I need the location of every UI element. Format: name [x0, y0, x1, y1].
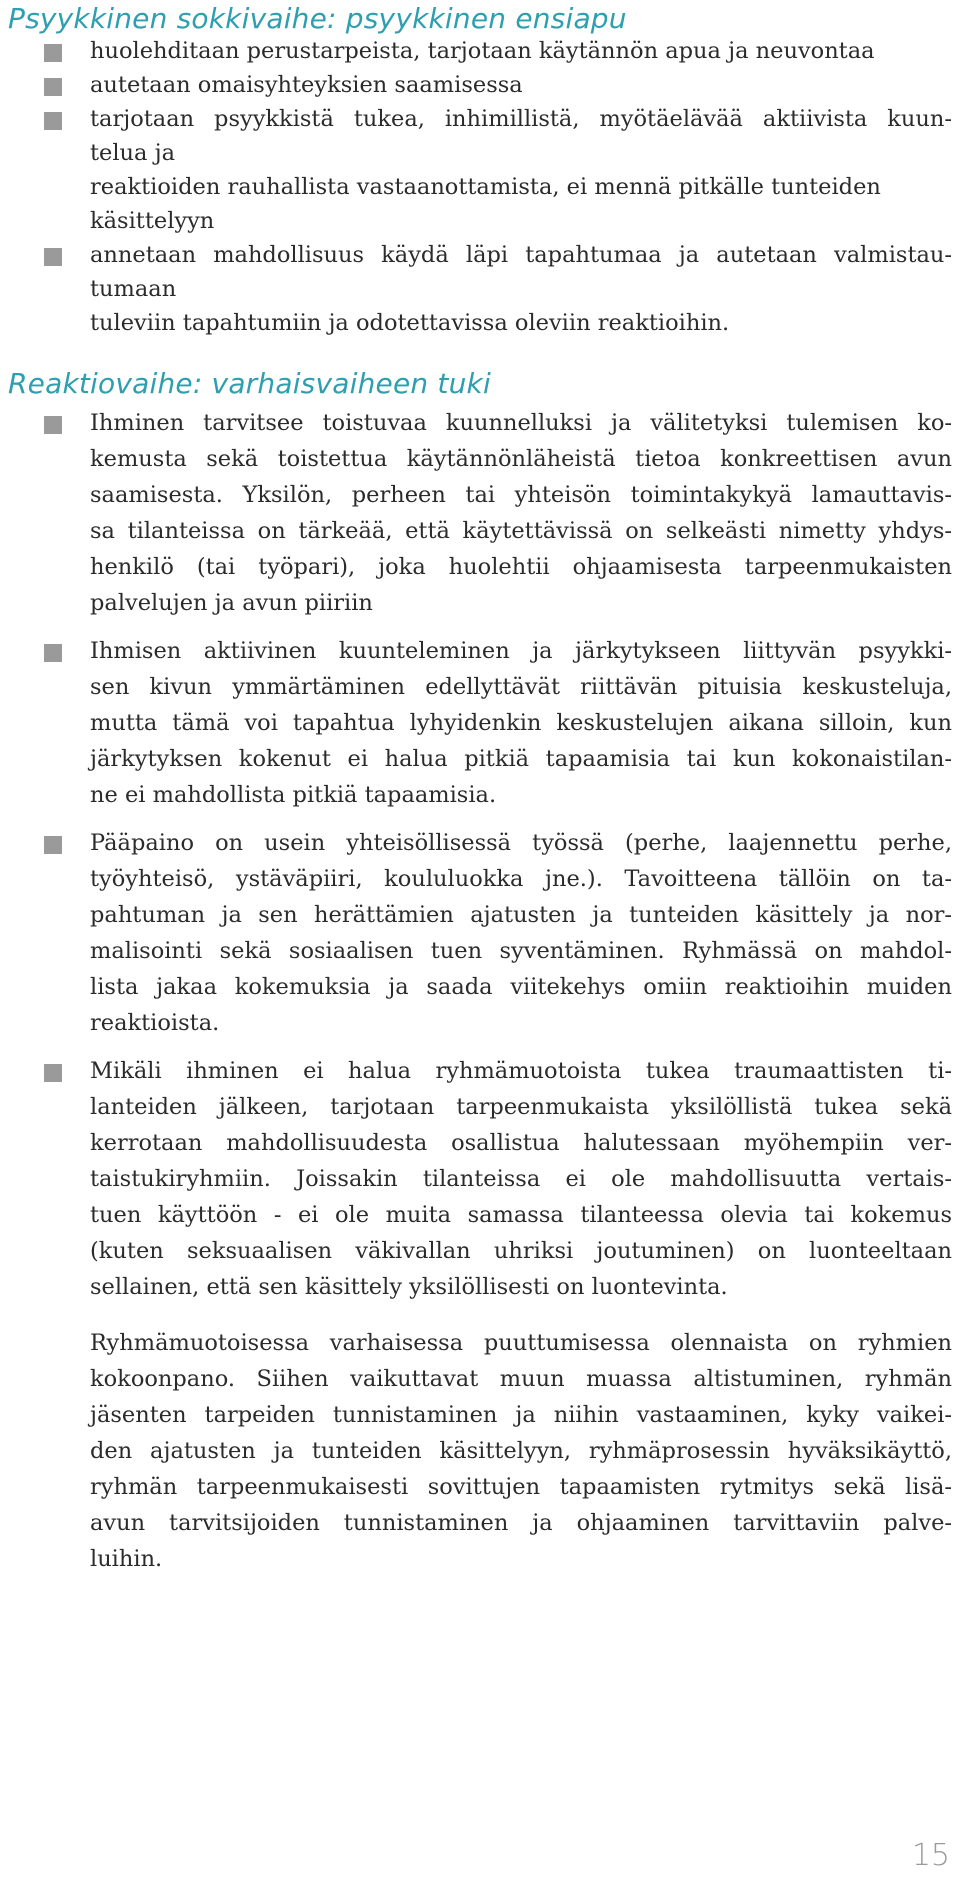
text-line: reaktioiden rauhallista vastaanottamista, ei mennä pitkälle tunteiden	[90, 174, 881, 200]
bullet-marker	[44, 78, 62, 96]
text-line: sen kivun ymmärtäminen edellyttävät riittävän pituisia keskusteluja,	[90, 674, 952, 700]
text-line: käsittelyyn	[90, 208, 215, 234]
text-line: taistukiryhmiin. Joissakin tilanteissa ei ole mahdollisuutta vertais-	[90, 1166, 952, 1192]
text-line: telua ja	[90, 140, 176, 166]
bullet-marker	[44, 248, 62, 266]
text-line: tumaan	[90, 276, 177, 302]
text-line: lista jakaa kokemuksia ja saada viitekehys omiin reaktioihin muiden	[90, 974, 952, 1000]
section-heading-reaction-phase: Reaktiovaihe: varhaisvaiheen tuki	[8, 367, 491, 400]
text-line: luihin.	[90, 1546, 163, 1572]
text-line: Ryhmämuotoisessa varhaisessa puuttumisessa olennaista on ryhmien	[90, 1330, 952, 1356]
bullet-marker	[44, 644, 62, 662]
text-line: ryhmän tarpeenmukaisesti sovittujen tapaamisten rytmitys sekä lisä-	[90, 1474, 952, 1500]
bullet-marker	[44, 416, 62, 434]
text-line: tarjotaan psyykkistä tukea, inhimillistä, myötäelävää aktiivista kuun-	[90, 106, 952, 132]
bullet-marker	[44, 1064, 62, 1082]
text-line: Pääpaino on usein yhteisöllisessä työssä (perhe, laajennettu perhe,	[90, 830, 952, 856]
bullet-marker	[44, 836, 62, 854]
text-line: kerrotaan mahdollisuudesta osallistua halutessaan myöhempiin ver-	[90, 1130, 952, 1156]
text-line: Ihmisen aktiivinen kuunteleminen ja järkytykseen liittyvän psyykki-	[90, 638, 952, 664]
text-line: tuen käyttöön - ei ole muita samassa tilanteessa olevia tai kokemus	[90, 1202, 952, 1228]
text-line: pahtuman ja sen herättämien ajatusten ja tunteiden käsittely ja nor-	[90, 902, 952, 928]
text-line: sellainen, että sen käsittely yksilöllisesti on luontevinta.	[90, 1274, 728, 1300]
section-heading-shock-phase: Psyykkinen sokkivaihe: psyykkinen ensiapu	[8, 2, 627, 35]
text-line: huolehditaan perustarpeista, tarjotaan käytännön apua ja neuvontaa	[90, 38, 875, 64]
text-line: (kuten seksuaalisen väkivallan uhriksi joutuminen) on luonteeltaan	[90, 1238, 952, 1264]
text-line: jäsenten tarpeiden tunnistaminen ja niihin vastaaminen, kyky vaikei-	[90, 1402, 952, 1428]
page-number: 15	[911, 1838, 950, 1873]
text-line: avun tarvitsijoiden tunnistaminen ja ohjaaminen tarvittaviin palve-	[90, 1510, 952, 1536]
text-line: autetaan omaisyhteyksien saamisessa	[90, 72, 523, 98]
text-line: järkytyksen kokenut ei halua pitkiä tapaamisia tai kun kokonaistilan-	[90, 746, 952, 772]
text-line: henkilö (tai työpari), joka huolehtii ohjaamisesta tarpeenmukaisten	[90, 554, 952, 580]
bullet-marker	[44, 112, 62, 130]
text-line: saamisesta. Yksilön, perheen tai yhteisön toimintakykyä lamauttavis-	[90, 482, 952, 508]
text-line: den ajatusten ja tunteiden käsittelyyn, ryhmäprosessin hyväksikäyttö,	[90, 1438, 952, 1464]
text-line: Mikäli ihminen ei halua ryhmämuotoista tukea traumaattisten ti-	[90, 1058, 952, 1084]
text-line: ne ei mahdollista pitkiä tapaamisia.	[90, 782, 497, 808]
text-line: kemusta sekä toistettua käytännönläheistä tietoa konkreettisen avun	[90, 446, 952, 472]
text-line: mutta tämä voi tapahtua lyhyidenkin keskustelujen aikana silloin, kun	[90, 710, 952, 736]
text-line: reaktioista.	[90, 1010, 220, 1036]
text-line: malisointi sekä sosiaalisen tuen syventäminen. Ryhmässä on mahdol-	[90, 938, 952, 964]
text-line: palvelujen ja avun piiriin	[90, 590, 373, 616]
text-line: Ihminen tarvitsee toistuvaa kuunnelluksi ja välitetyksi tulemisen ko-	[90, 410, 952, 436]
text-line: tuleviin tapahtumiin ja odotettavissa oleviin reaktioihin.	[90, 310, 730, 336]
text-line: työyhteisö, ystäväpiiri, koululuokka jne.). Tavoitteena tällöin on ta-	[90, 866, 952, 892]
bullet-marker	[44, 44, 62, 62]
text-line: sa tilanteissa on tärkeää, että käytettävissä on selkeästi nimetty yhdys-	[90, 518, 952, 544]
text-line: kokoonpano. Siihen vaikuttavat muun muassa altistuminen, ryhmän	[90, 1366, 952, 1392]
text-line: lanteiden jälkeen, tarjotaan tarpeenmukaista yksilöllistä tukea sekä	[90, 1094, 952, 1120]
text-line: annetaan mahdollisuus käydä läpi tapahtumaa ja autetaan valmistau-	[90, 242, 952, 268]
